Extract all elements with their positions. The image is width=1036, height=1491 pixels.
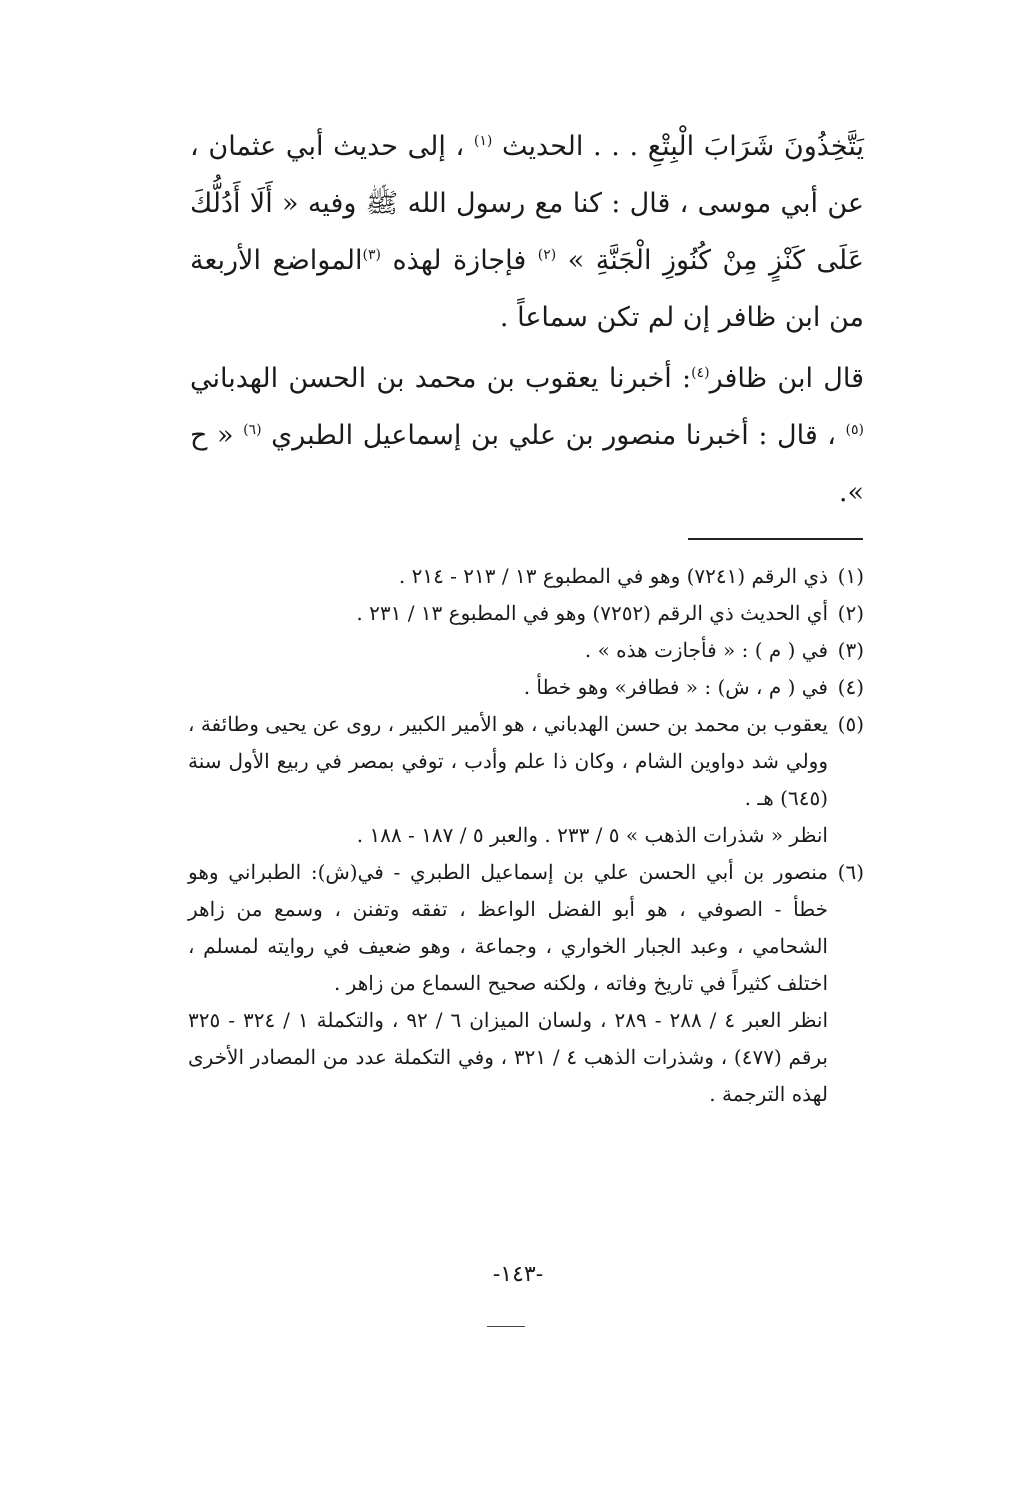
footnote-number: (٤) bbox=[837, 675, 864, 699]
bottom-rule bbox=[487, 1326, 525, 1327]
main-paragraph bbox=[190, 350, 864, 521]
footnote-ref: (٥) bbox=[845, 422, 865, 438]
footnote-item bbox=[188, 854, 864, 1113]
footnote-number: (٢) bbox=[837, 601, 864, 625]
text-segment: قال ابن ظافر bbox=[709, 363, 864, 394]
footnote-ref: (٣) bbox=[362, 247, 382, 263]
text-segment: « ح ». bbox=[190, 420, 864, 508]
main-text bbox=[190, 118, 864, 521]
footnote-text: منصور بن أبي الحسن علي بن إسماعيل الطبري - في(ش): الطبراني وهو خطأ - الصوفي ، هو أبو الفضل الواعظ ، تفقه وتفنن ، وسمع من زاهر الشحامي ، وعبد الجبار الخواري ، وجماعة ، وهو ضعيف في روايته لمسلم ، اختلف كثيراً في تاريخ وفاته ، ولكنه صحيح السماع من زاهر . bbox=[188, 860, 828, 995]
text-segment: فإجازة لهذه bbox=[392, 245, 527, 276]
text-segment: ، إلى حديث أبي عثمان ، عن أبي موسى ، قال : كنا مع رسول الله ﷺ وفيه « أَلَا أَدُلُّكَ عَلَى كَنْزٍ مِنْ كُنُوزِ الْجَنَّةِ » bbox=[190, 131, 864, 276]
footnote-text: أي الحديث ذي الرقم (٧٢٥٢) وهو في المطبوع ١٣ / ٢٣١ . bbox=[356, 601, 828, 625]
footnote-number: (٥) bbox=[837, 712, 864, 736]
footnote-separator bbox=[688, 538, 863, 540]
footnote-number: (٦) bbox=[837, 860, 864, 884]
footnote-item bbox=[188, 595, 864, 632]
footnote-text: ذي الرقم (٧٢٤١) وهو في المطبوع ١٣ / ٢١٣ - ٢١٤ . bbox=[398, 564, 828, 588]
footnote-ref: (٦) bbox=[243, 422, 262, 438]
footnote-item bbox=[188, 706, 864, 854]
footnote-ref: (٢) bbox=[537, 247, 557, 263]
footnote-item bbox=[188, 632, 864, 669]
footnote-continuation: انظر « شذرات الذهب » ٥ / ٢٣٣ . والعبر ٥ / ١٨٧ - ١٨٨ . bbox=[356, 823, 828, 847]
footnote-number: (١) bbox=[837, 564, 864, 588]
footnote-item bbox=[188, 669, 864, 706]
text-segment: ، قال : أخبرنا منصور بن علي بن إسماعيل الطبري bbox=[271, 420, 836, 451]
footnote-item bbox=[188, 558, 864, 595]
text-segment: يَتَّخِذُونَ شَرَابَ الْبِتْعِ . . . الحديث bbox=[502, 131, 864, 162]
footnote-number: (٣) bbox=[837, 638, 864, 662]
footnote-ref: (١) bbox=[473, 133, 493, 149]
page-number: -١٤٣- bbox=[492, 1262, 544, 1287]
main-paragraph bbox=[190, 118, 864, 346]
text-segment: : أخبرنا يعقوب بن محمد بن الحسن الهدباني bbox=[190, 363, 692, 394]
footnotes bbox=[188, 558, 864, 1113]
footnote-text: يعقوب بن محمد بن حسن الهدباني ، هو الأمير الكبير ، روى عن يحيى وطائفة ، وولي شد دواوين الشام ، وكان ذا علم وأدب ، توفي بمصر في ربيع الأول سنة (٦٤٥) هـ . bbox=[188, 712, 828, 810]
footnote-continuation: انظر العبر ٤ / ٢٨٨ - ٢٨٩ ، ولسان الميزان ٦ / ٩٢ ، والتكملة ١ / ٣٢٤ - ٣٢٥ برقم (٤٧٧) ، وشذرات الذهب ٤ / ٣٢١ ، وفي التكملة عدد من المصادر الأخرى لهذه الترجمة . bbox=[188, 1008, 829, 1106]
text-segment: المواضع الأربعة من ابن ظافر إن لم تكن سماعاً . bbox=[190, 245, 864, 333]
footnote-text: في ( م ) : « فأجازت هذه » . bbox=[584, 638, 828, 662]
footnote-ref: (٤) bbox=[691, 365, 710, 381]
footnote-text: في ( م ، ش) : « فطافر» وهو خطأ . bbox=[523, 675, 828, 699]
